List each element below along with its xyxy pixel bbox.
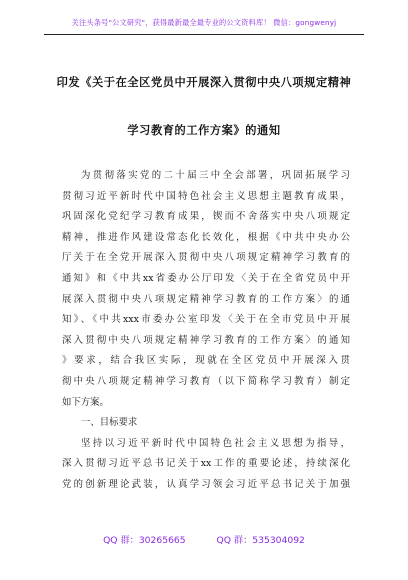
paragraph-line: 巩固深化党纪学习教育成果，锲而不舍落实中央八项规定 — [62, 211, 350, 223]
document-body — [62, 166, 350, 496]
footer-contact — [0, 532, 408, 546]
paragraph-2 — [62, 434, 350, 496]
paragraph-line: 为贯彻落实党的二十届三中全会部署，巩固拓展学习 — [81, 170, 350, 181]
paragraph-line: 深入贯彻中央八项规定精神学习教育的工作方案〉的通知 — [62, 334, 350, 346]
paragraph-line: 深入贯彻习近平总书记关于xx工作的重要论述，持续深化 — [62, 458, 350, 470]
header-banner: 关注头条号"公文研究"，获得最新最全最专业的公文资料库！ 微信：gongwenyj — [71, 18, 337, 27]
paragraph-line: 知》、《中共xxx市委办公室印发〈关于在全市党员中开展 — [62, 314, 350, 326]
paragraph-line: 彻中央八项规定精神学习教育（以下简称学习教育）制定 — [62, 375, 350, 387]
paragraph-line: 如下方案。 — [62, 396, 109, 408]
paragraph-line: 贯彻习近平新时代中国特色社会主义思想主题教育成果， — [62, 190, 350, 202]
paragraph-1 — [62, 166, 350, 413]
document-title-line-2: 学习教育的工作方案》的通知 — [127, 124, 281, 137]
section-heading: 一、目标要求 — [81, 417, 138, 429]
paragraph-line: 厅关于在全党开展深入贯彻中央八项规定精神学习教育的 — [62, 252, 350, 264]
paragraph-line: 》要求，结合我区实际，现就在全区党员中开展深入贯 — [62, 355, 350, 367]
paragraph-line: 精神，推进作风建设常态化长效化，根据《中共中央办公 — [62, 231, 350, 243]
header-divider — [44, 34, 364, 35]
paragraph-line: 党的创新理论武装，认真学习领会习近平总书记关于加强 — [62, 478, 350, 490]
paragraph-line: 展深入贯彻中央八项规定精神学习教育的工作方案〉的通 — [62, 293, 350, 305]
paragraph-line: 通知》和《中共xx省委办公厅印发〈关于在全省党员中开 — [62, 272, 350, 284]
document-title-line-1: 印发《关于在全区党员中开展深入贯彻中央八项规定精神 — [56, 76, 352, 89]
paragraph-line: 坚持以习近平新时代中国特色社会主义思想为指导， — [81, 437, 350, 449]
footer-qq-group-1: QQ 群：30265665 — [103, 535, 186, 546]
footer-qq-group-2: QQ 群：535304092 — [216, 535, 305, 546]
